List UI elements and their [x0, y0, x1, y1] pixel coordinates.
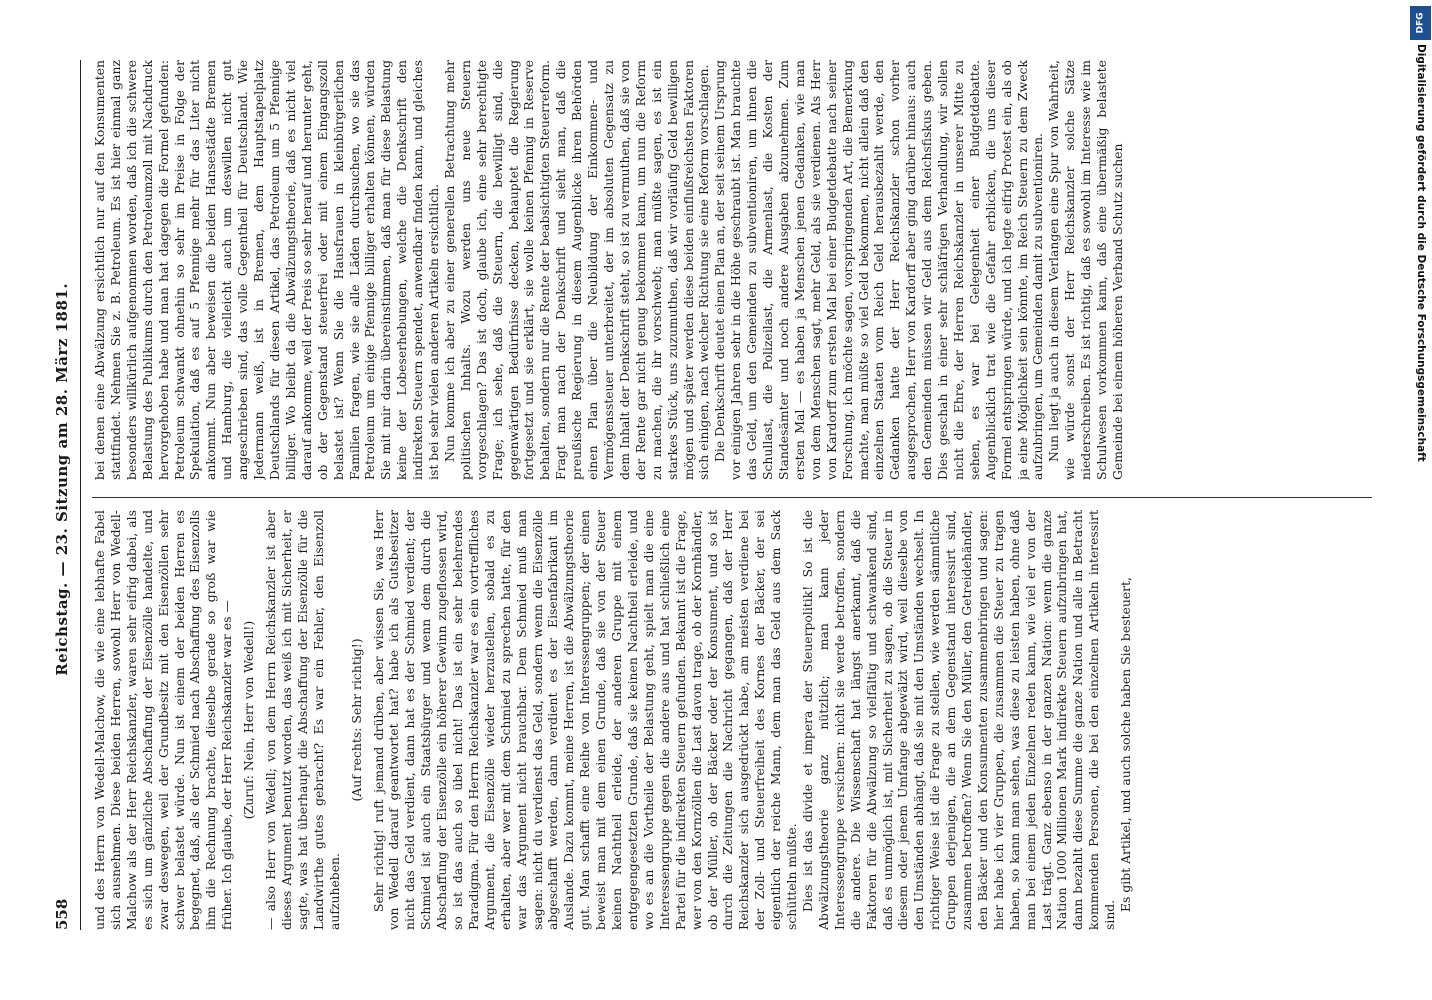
right-column: [92, 60, 1372, 480]
page-number: 558: [53, 898, 71, 930]
paragraph: bei denen eine Abwälzung ersichtlich nur auf den Konsumenten stattfindet. Nehmen Sie z. B. Petroleum. Es ist hier einmal ganz besonders willkürlich aufgenommen worden, daß ich die schwere Belastung des Publikums durch den Petroleumzoll mit Nachdruck hervorgehoben habe und man hat dagegen die Formel gefunden: Petroleum schwankt ohnehin so sehr im Preise in Folge der Spekulation, daß es auf 5 Pfennige mehr für das Liter nicht ankommt. Nun aber beweisen die beiden Hansestädte Bremen und Hamburg, die vielleicht auch um deswillen nicht gut angeschrieben sind, das volle Gegentheil für Deutschland. Wie Jedermann weiß, ist in Bremen, dem Hauptstapelplatz Deutschlands für diesen Artikel, das Petroleum um 5 Pfennige billiger. Wo bleibt da die Abwälzungstheorie, daß es nicht viel darauf ankomme, weil der Preis so sehr herauf und herunter geht, ob der Gegenstand steuerfrei oder mit einem Eingangszoll belastet ist? Wenn Sie die Hausfrauen in kleinbürgerlichen Familien fragen, wie sie alle Läden durchsuchen, wo sie das Petroleum um einige Pfennige billiger erhalten können, würden Sie mit mir darin übereinstimmen, daß man für diese Belastung keine der Lobeserhebungen, welche die Denkschrift den indirekten Steuern spendet, anwendbar finden kann, und gleiches ist bei sehr vielen anderen Artikeln ersichtlich.: [92, 60, 442, 480]
page-title: Reichstag. — 23. Sitzung am 28. März 1881.: [53, 282, 71, 676]
header-rule: [80, 60, 81, 930]
dfg-logo: [1410, 6, 1431, 40]
left-column: [92, 510, 1372, 930]
paragraph: Dies ist das divide et impera der Steuerpolitik! So ist die Abwälzungstheorie ganz nützlich; man kann jeder Interessengruppe versichern: nicht sie werde betroffen, sondern die andere. Die Wissenschaft hat längst anerkannt, daß die Faktoren für die Abwälzung so vielfältig und schwankend sind, daß es unmöglich ist, mit Sicherheit zu sagen, ob die Steuer in diesem oder jenem Umfange abgewälzt wird, weil dieselbe von den Umständen abhängt, daß sie mit den Umständen wechselt. In richtiger Weise ist die Frage zu stellen, wie werden sämmtliche Gruppen derjenigen, die an dem Gegenstand interessirt sind, zusammen betroffen? Wenn Sie den Müller, den Getreidehändler, den Bäcker und den Konsumenten zusammenbringen und sagen: hier habe ich vier Gruppen, die zusammen die Steuer zu tragen haben, so kann man sehen, was diese zu leisten haben, ohne daß man bei einem jeden Einzelnen reden kann, wie viel er von der Last trägt. Ganz ebenso in der ganzen Nation: wenn die ganze Nation 1000 Millionen Mark indirekte Steuern aufzubringen hat, dann bezahlt diese Summe die ganze Nation und alle in Betracht kommenden Personen, die bei den einzelnen Artikeln interessirt sind.: [799, 510, 1118, 930]
interjection: (Auf rechts: Sehr richtig!): [348, 638, 364, 802]
paragraph: — also Herr von Wedell; von dem Herrn Reichskanzler ist aber dieses Argument benutzt worden, das weiß ich mit Sicherheit, er sagte, was hat überhaupt die Abschaffung der Eisenzölle für die Landwirthe gutes gebracht? Es war ein Fehler, den Eisenzoll aufzuheben.: [263, 510, 342, 930]
interjection: (Zuruf: Nein, Herr von Wedell!): [241, 620, 257, 820]
dfg-logo-text: DFG: [1415, 12, 1426, 34]
column-divider: [92, 497, 1372, 498]
paragraph: Sehr richtig! ruft jemand drüben, aber wissen Sie, was Herr von Wedell darauf geantwortet hat? habe ich als Gutsbesitzer nicht das Geld verdient, dann hat es der Schmied verdient; der Schmied ist auch ein Staatsbürger und wenn dem durch die Abschaffung der Eisenzölle ein höherer Gewinn zugeflossen wird, so ist das auch so übel nicht! Das ist ein sehr belehrendes Paradigma. Für den Herrn Reichskanzler war es ein vortreffliches Argument, die Eisenzölle wieder herzustellen, sobald es zu erhalten, aber wer mit dem Schmied zu sprechen hatte, für den war das Argument nicht brauchbar. Dem Schmied muß man sagen: nicht du verdienst das Geld, sondern wenn die Eisenzölle abgeschafft werden, dann verdient es der Eisenfabrikant im Auslande. Dazu kommt, meine Herren, ist die Abwälzungstheorie gut. Man schafft eine Reihe von Interessengruppen; der einen beweist man mit dem einen Grunde, daß sie von der Steuer keinen Nachtheil erleide, der anderen Gruppe mit einem entgegengesetzten Grunde, daß sie keinen Nachtheil erleide, und wo es an die Vortheile der Belastung geht, spielt man die eine Interessengruppe gegen die andere aus und hat schließlich eine Partei für die indirekten Steuern gefunden. Bekannt ist die Frage, wer von den Kornzöllen die Last davon trage, ob der Kornhändler, ob der Müller, ob der Bäcker oder der Konsument, und so ist durch die Zeitungen die Nachricht gegangen, daß der Herr Reichskanzler sich ausgedrückt habe, am meisten verdiene bei der Zoll- und Steuerfreiheit des Kornes der Bäcker, der sei eigentlich der reiche Mann, dem man das Geld aus dem Sack schütteln müßte.: [370, 510, 800, 930]
paragraph: Es gibt Artikel, und auch solche haben Sie besteuert,: [1118, 577, 1134, 912]
paragraph: und des Herrn von Wedell-Malchow, die wie eine lebhafte Fabel sich ausnehmen. Diese beiden Herren, sowohl Herr von Wedell-Malchow als der Herr Reichskanzler, waren sehr eifrig dabei, als es sich um gänzliche Abschaffung der Eisenzölle handelte, und zwar deswegen, weil der Grundbesitz mit den Eisenzöllen sehr schwer belastet würde. Nun ist einem der beiden Herren es begegnet, daß, als der Schmied nach Abschaffung des Eisenzolls ihm die Rechnung brachte, dieselbe gerade so groß war wie früher. Ich glaube, der Herr Reichskanzler war es —: [92, 510, 235, 930]
paragraph: Nun liegt ja auch in diesem Verlangen eine Spur von Wahrheit, wie würde sonst der Herr Reichskanzler solche Sätze niederschreiben. Es ist richtig, daß es sowohl im Interesse wie im Schulwesen vorkommen kann, daß eine übermäßig belastete Gemeinde bei einem höheren Verband Schutz suchen: [1046, 60, 1125, 480]
running-head: [48, 60, 76, 930]
paragraph: Nun komme ich aber zu einer generellen Betrachtung mehr politischen Inhalts. Wozu werden uns neue Steuern vorgeschlagen? Das ist doch, glaube ich, eine sehr berechtigte Frage; ich sehe, daß die Steuern, die bewilligt sind, die gegenwärtigen Bedürfnisse decken, behauptet die Regierung fortgesetzt und sie erklärt, sie wolle keinen Pfennig in Reserve behalten, sondern nur die Rente der beabsichtigten Steuerreform. Fragt man nach der Denkschrift und sieht man, daß die preußische Regierung in diesem Augenblicke ihren Behörden einen Plan über die Neubildung der Einkommen- und Vermögenssteuer unterbreitet, der im absoluten Gegensatz zu dem Inhalt der Denkschrift steht, so ist zu vermuthen, daß sie von der Rente gar nicht genug bekommen kann, um nun die Reform zu machen, die ihr vorschwebt; man müßte sagen, es ist ein starkes Stück, uns zuzumuthen, daß wir vorläufig Geld bewilligen mögen und später werden diese beiden einflußreichsten Faktoren sich einigen, nach welcher Richtung sie eine Reform vorschlagen.: [441, 60, 712, 480]
paragraph: Die Denkschrift deutet einen Plan an, der seit seinem Ursprung vor einigen Jahren sehr in die Höhe geschraubt ist. Man brauchte das Geld, um den Gemeinden zu subventioniren, um ihnen die Schullast, die Polizeilast, die Armenlast, die Kosten der Standesämter und noch andere Ausgaben abzunehmen. Zum ersten Mal — es haben ja Menschen jenen Gedanken, wie man von dem Menschen sagt, mehr Geld, als sie verdienen. Als Herr von Kardorff zum ersten Mal bei einer Budgetdebatte nach seiner Forschung, ich möchte sagen, vorspringenden Art, die Bemerkung machte, man müßte so viel Geld bekommen, nicht allein daß den einzelnen Staaten vom Reich Geld herausbezahlt werde, den Gedanken hatte der Herr Reichskanzler schon vorher ausgesprochen, Herr von Kardorff aber ging darüber hinaus: auch den Gemeinden müssen wir Geld aus dem Reichsfiskus geben. Dies geschah in einer sehr schläfrigen Verhandlung, wir sollen nicht die Ehre, der Herren Reichskanzler in unserer Mitte zu sehen, es war bei Gelegenheit einer Budgetdebatte. Augenblicklich trat wie die Gefahr erblicken, die uns dieser Formel entspringen würde, und ich legte eifrig Protest ein, als ob ja eine Möglichkeit sein könnte, im Reich Steuern zu dem Zweck aufzubringen, um Gemeinden damit zu subventioniren.: [712, 60, 1046, 480]
credit-text-container: [1409, 44, 1432, 994]
credit-strip: [1409, 0, 1432, 1000]
credit-text: Digitalisierung gefördert durch die Deutsche Forschungsgemeinschaft: [1414, 44, 1427, 462]
